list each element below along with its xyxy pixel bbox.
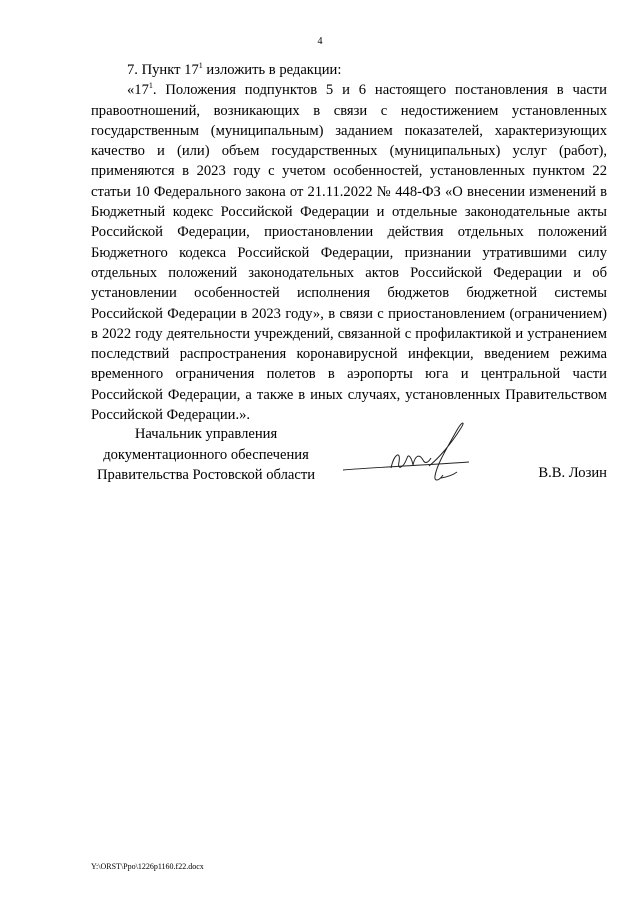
signatory-title-line: документационного обеспечения: [103, 446, 309, 463]
quote-body: . Положения подпунктов 5 и 6 настоящего постановления в части правоотношений, возникающих в связи с недостижением установленных государственным (муниципальным) заданием показателей, характеризующих качество и (или) объем государственных (муниципальных) услуг (работ), применяются в 2023 году с учетом особенностей, установленных пунктом 22 статьи 10 Федерального закона от 21.11.2022 № 448-ФЗ «О внесении изменений в Бюджетный кодекс Российской Федерации и отдельные законодательные акты Российской Федерации, приостановлении действия отдельных положений Бюджетного кодекса Российской Федерации, признании утратившими силу отдельных положений законодательных актов Российской Федерации и об установлении особенностей исполнения бюджетов бюджетной системы Российской Федерации в 2023 году», в связи с приостановлением (ограничением) в 2022 году деятельности учреждений, связанной с профилактикой и устранением последствий распространения коронавирусной инфекции, введением режима временного ограничения полетов в аэропорты юга и центральной части Российской Федерации, а также в иных случаях, установленных Правительством Российской Федерации.».: [91, 82, 607, 424]
quote-superscript: 1: [148, 81, 153, 91]
intro-text: 7. Пункт 17: [127, 62, 199, 78]
file-path-footer: Y:\ORST\Ppo\1226p1160.f22.docx: [91, 862, 204, 871]
signatory-title-line: Начальник управления: [134, 426, 278, 442]
signatory-title: [91, 424, 321, 486]
signatory-name: В.В. Лозин: [538, 465, 607, 481]
amendment-text: [91, 80, 607, 425]
intro-rest: изложить в редакции:: [202, 62, 342, 78]
handwritten-signature: [339, 420, 499, 490]
amendment-intro: [91, 60, 607, 80]
document-body: [91, 60, 607, 425]
signatory-title-line: Правительства Ростовской области: [96, 467, 316, 483]
quote-open: «17: [127, 82, 149, 99]
page-number: 4: [317, 36, 323, 47]
intro-superscript: 1: [198, 61, 203, 70]
